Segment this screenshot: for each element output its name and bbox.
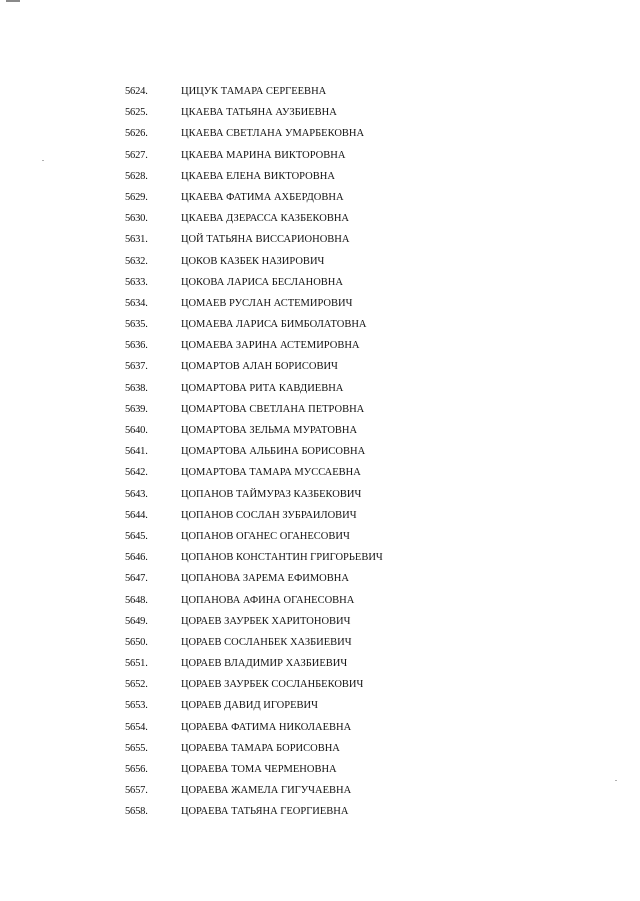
list-item xyxy=(0,293,640,314)
entry-number: 5646. xyxy=(125,552,148,564)
entry-name: ЦОРАЕВ ДАВИД ИГОРЕВИЧ xyxy=(181,700,318,712)
entry-number: 5658. xyxy=(125,806,148,818)
entry-name: ЦОМАРТОВА РИТА КАВДИЕВНА xyxy=(181,382,344,394)
list-item xyxy=(0,102,640,123)
list-item xyxy=(0,441,640,462)
entry-name: ЦОКОВ КАЗБЕК НАЗИРОВИЧ xyxy=(181,255,325,267)
entry-name: ЦОПАНОВ ТАЙМУРАЗ КАЗБЕКОВИЧ xyxy=(181,488,362,500)
entry-number: 5632. xyxy=(125,255,148,267)
entry-number: 5630. xyxy=(125,213,148,225)
entry-name: ЦКАЕВА ФАТИМА АХБЕРДОВНА xyxy=(181,191,344,203)
entry-number: 5634. xyxy=(125,297,148,309)
list-item xyxy=(0,399,640,420)
list-item xyxy=(0,780,640,801)
list-item xyxy=(0,229,640,250)
entry-name: ЦОРАЕВА ЖАМЕЛА ГИГУЧАЕВНА xyxy=(181,785,352,797)
list-item xyxy=(0,81,640,102)
list-item xyxy=(0,272,640,293)
entry-number: 5649. xyxy=(125,615,148,627)
entry-name: ЦОЙ ТАТЬЯНА ВИССАРИОНОВНА xyxy=(181,234,350,246)
list-item xyxy=(0,717,640,738)
entry-number: 5652. xyxy=(125,679,148,691)
list-item xyxy=(0,759,640,780)
entry-number: 5624. xyxy=(125,86,148,97)
entry-name: ЦОМАРТОВ АЛАН БОРИСОВИЧ xyxy=(181,361,338,373)
list-item xyxy=(0,484,640,505)
list-item xyxy=(0,695,640,716)
entry-number: 5650. xyxy=(125,636,148,648)
entry-name: ЦОРАЕВА ТАТЬЯНА ГЕОРГИЕВНА xyxy=(181,806,349,818)
entry-name: ЦОМАЕВА ЛАРИСА БИМБОЛАТОВНА xyxy=(181,319,367,331)
entry-number: 5631. xyxy=(125,234,148,246)
list-item xyxy=(0,420,640,441)
entry-number: 5642. xyxy=(125,467,148,479)
entry-name: ЦОМАЕВА ЗАРИНА АСТЕМИРОВНА xyxy=(181,340,360,352)
entry-name: ЦКАЕВА ТАТЬЯНА АУЗБИЕВНА xyxy=(181,107,337,119)
entry-number: 5656. xyxy=(125,764,148,775)
list-item xyxy=(0,208,640,229)
entry-name: ЦОРАЕВ ЗАУРБЕК ХАРИТОНОВИЧ xyxy=(181,615,351,627)
entry-name: ЦОРАЕВА ФАТИМА НИКОЛАЕВНА xyxy=(181,721,352,733)
entry-name: ЦОМАРТОВА АЛЬБИНА БОРИСОВНА xyxy=(181,446,366,458)
list-item xyxy=(0,462,640,483)
entry-number: 5638. xyxy=(125,382,148,394)
entry-number: 5635. xyxy=(125,319,148,331)
list-item xyxy=(0,378,640,399)
entry-number: 5657. xyxy=(125,785,148,797)
entry-number: 5653. xyxy=(125,700,148,712)
list-item xyxy=(0,526,640,547)
list-item xyxy=(0,314,640,335)
entry-number: 5626. xyxy=(125,128,148,140)
entry-number: 5644. xyxy=(125,509,148,521)
entry-name: ЦКАЕВА ДЗЕРАССА КАЗБЕКОВНА xyxy=(181,213,349,225)
list-item xyxy=(0,187,640,208)
entry-name: ЦОПАНОВА АФИНА ОГАНЕСОВНА xyxy=(181,594,355,606)
entry-number: 5636. xyxy=(125,340,148,352)
entry-name: ЦОКОВА ЛАРИСА БЕСЛАНОВНА xyxy=(181,276,343,288)
entry-number: 5625. xyxy=(125,107,148,119)
entry-name: ЦИЦУК ТАМАРА СЕРГЕЕВНА xyxy=(181,86,327,97)
entry-name: ЦОПАНОВ СОСЛАН ЗУБРАИЛОВИЧ xyxy=(181,509,357,521)
entry-number: 5655. xyxy=(125,742,148,754)
entry-name: ЦОРАЕВА ТОМА ЧЕРМЕНОВНА xyxy=(181,764,337,775)
list-item xyxy=(0,611,640,632)
entry-name: ЦОРАЕВА ТАМАРА БОРИСОВНА xyxy=(181,742,340,754)
entry-number: 5628. xyxy=(125,170,148,182)
list-item xyxy=(0,653,640,674)
list-item xyxy=(0,251,640,272)
entry-name: ЦОМАРТОВА ЗЕЛЬМА МУРАТОВНА xyxy=(181,425,358,436)
list-item xyxy=(0,590,640,611)
entry-number: 5637. xyxy=(125,361,148,373)
list-item xyxy=(0,568,640,589)
entry-number: 5629. xyxy=(125,191,148,203)
list-item xyxy=(0,674,640,695)
entry-name: ЦКАЕВА СВЕТЛАНА УМАРБЕКОВНА xyxy=(181,128,365,140)
entry-number: 5643. xyxy=(125,488,148,500)
entry-number: 5651. xyxy=(125,658,148,670)
entry-number: 5641. xyxy=(125,446,148,458)
entry-number: 5639. xyxy=(125,403,148,415)
name-list xyxy=(0,81,640,823)
list-item xyxy=(0,505,640,526)
entry-name: ЦОРАЕВ ВЛАДИМИР ХАЗБИЕВИЧ xyxy=(181,658,348,670)
list-item xyxy=(0,356,640,377)
entry-number: 5640. xyxy=(125,425,148,436)
list-item xyxy=(0,632,640,653)
scan-edge-mark xyxy=(6,0,20,2)
list-item xyxy=(0,145,640,166)
entry-name: ЦОМАРТОВА СВЕТЛАНА ПЕТРОВНА xyxy=(181,403,365,415)
entry-name: ЦОМАЕВ РУСЛАН АСТЕМИРОВИЧ xyxy=(181,297,353,309)
list-item xyxy=(0,123,640,144)
list-item xyxy=(0,166,640,187)
list-item xyxy=(0,547,640,568)
list-item xyxy=(0,738,640,759)
entry-name: ЦКАЕВА МАРИНА ВИКТОРОВНА xyxy=(181,149,346,161)
entry-name: ЦОПАНОВА ЗАРЕМА ЕФИМОВНА xyxy=(181,573,349,585)
entry-name: ЦОМАРТОВА ТАМАРА МУССАЕВНА xyxy=(181,467,361,479)
entry-name: ЦОПАНОВ КОНСТАНТИН ГРИГОРЬЕВИЧ xyxy=(181,552,383,564)
entry-name: ЦОРАЕВ ЗАУРБЕК СОСЛАНБЕКОВИЧ xyxy=(181,679,364,691)
entry-number: 5627. xyxy=(125,149,148,161)
list-item xyxy=(0,335,640,356)
entry-number: 5648. xyxy=(125,594,148,606)
entry-number: 5633. xyxy=(125,276,148,288)
entry-name: ЦКАЕВА ЕЛЕНА ВИКТОРОВНА xyxy=(181,170,335,182)
list-item xyxy=(0,801,640,822)
entry-name: ЦОРАЕВ СОСЛАНБЕК ХАЗБИЕВИЧ xyxy=(181,636,352,648)
entry-number: 5645. xyxy=(125,530,148,542)
entry-number: 5647. xyxy=(125,573,148,585)
entry-number: 5654. xyxy=(125,721,148,733)
entry-name: ЦОПАНОВ ОГАНЕС ОГАНЕСОВИЧ xyxy=(181,530,350,542)
